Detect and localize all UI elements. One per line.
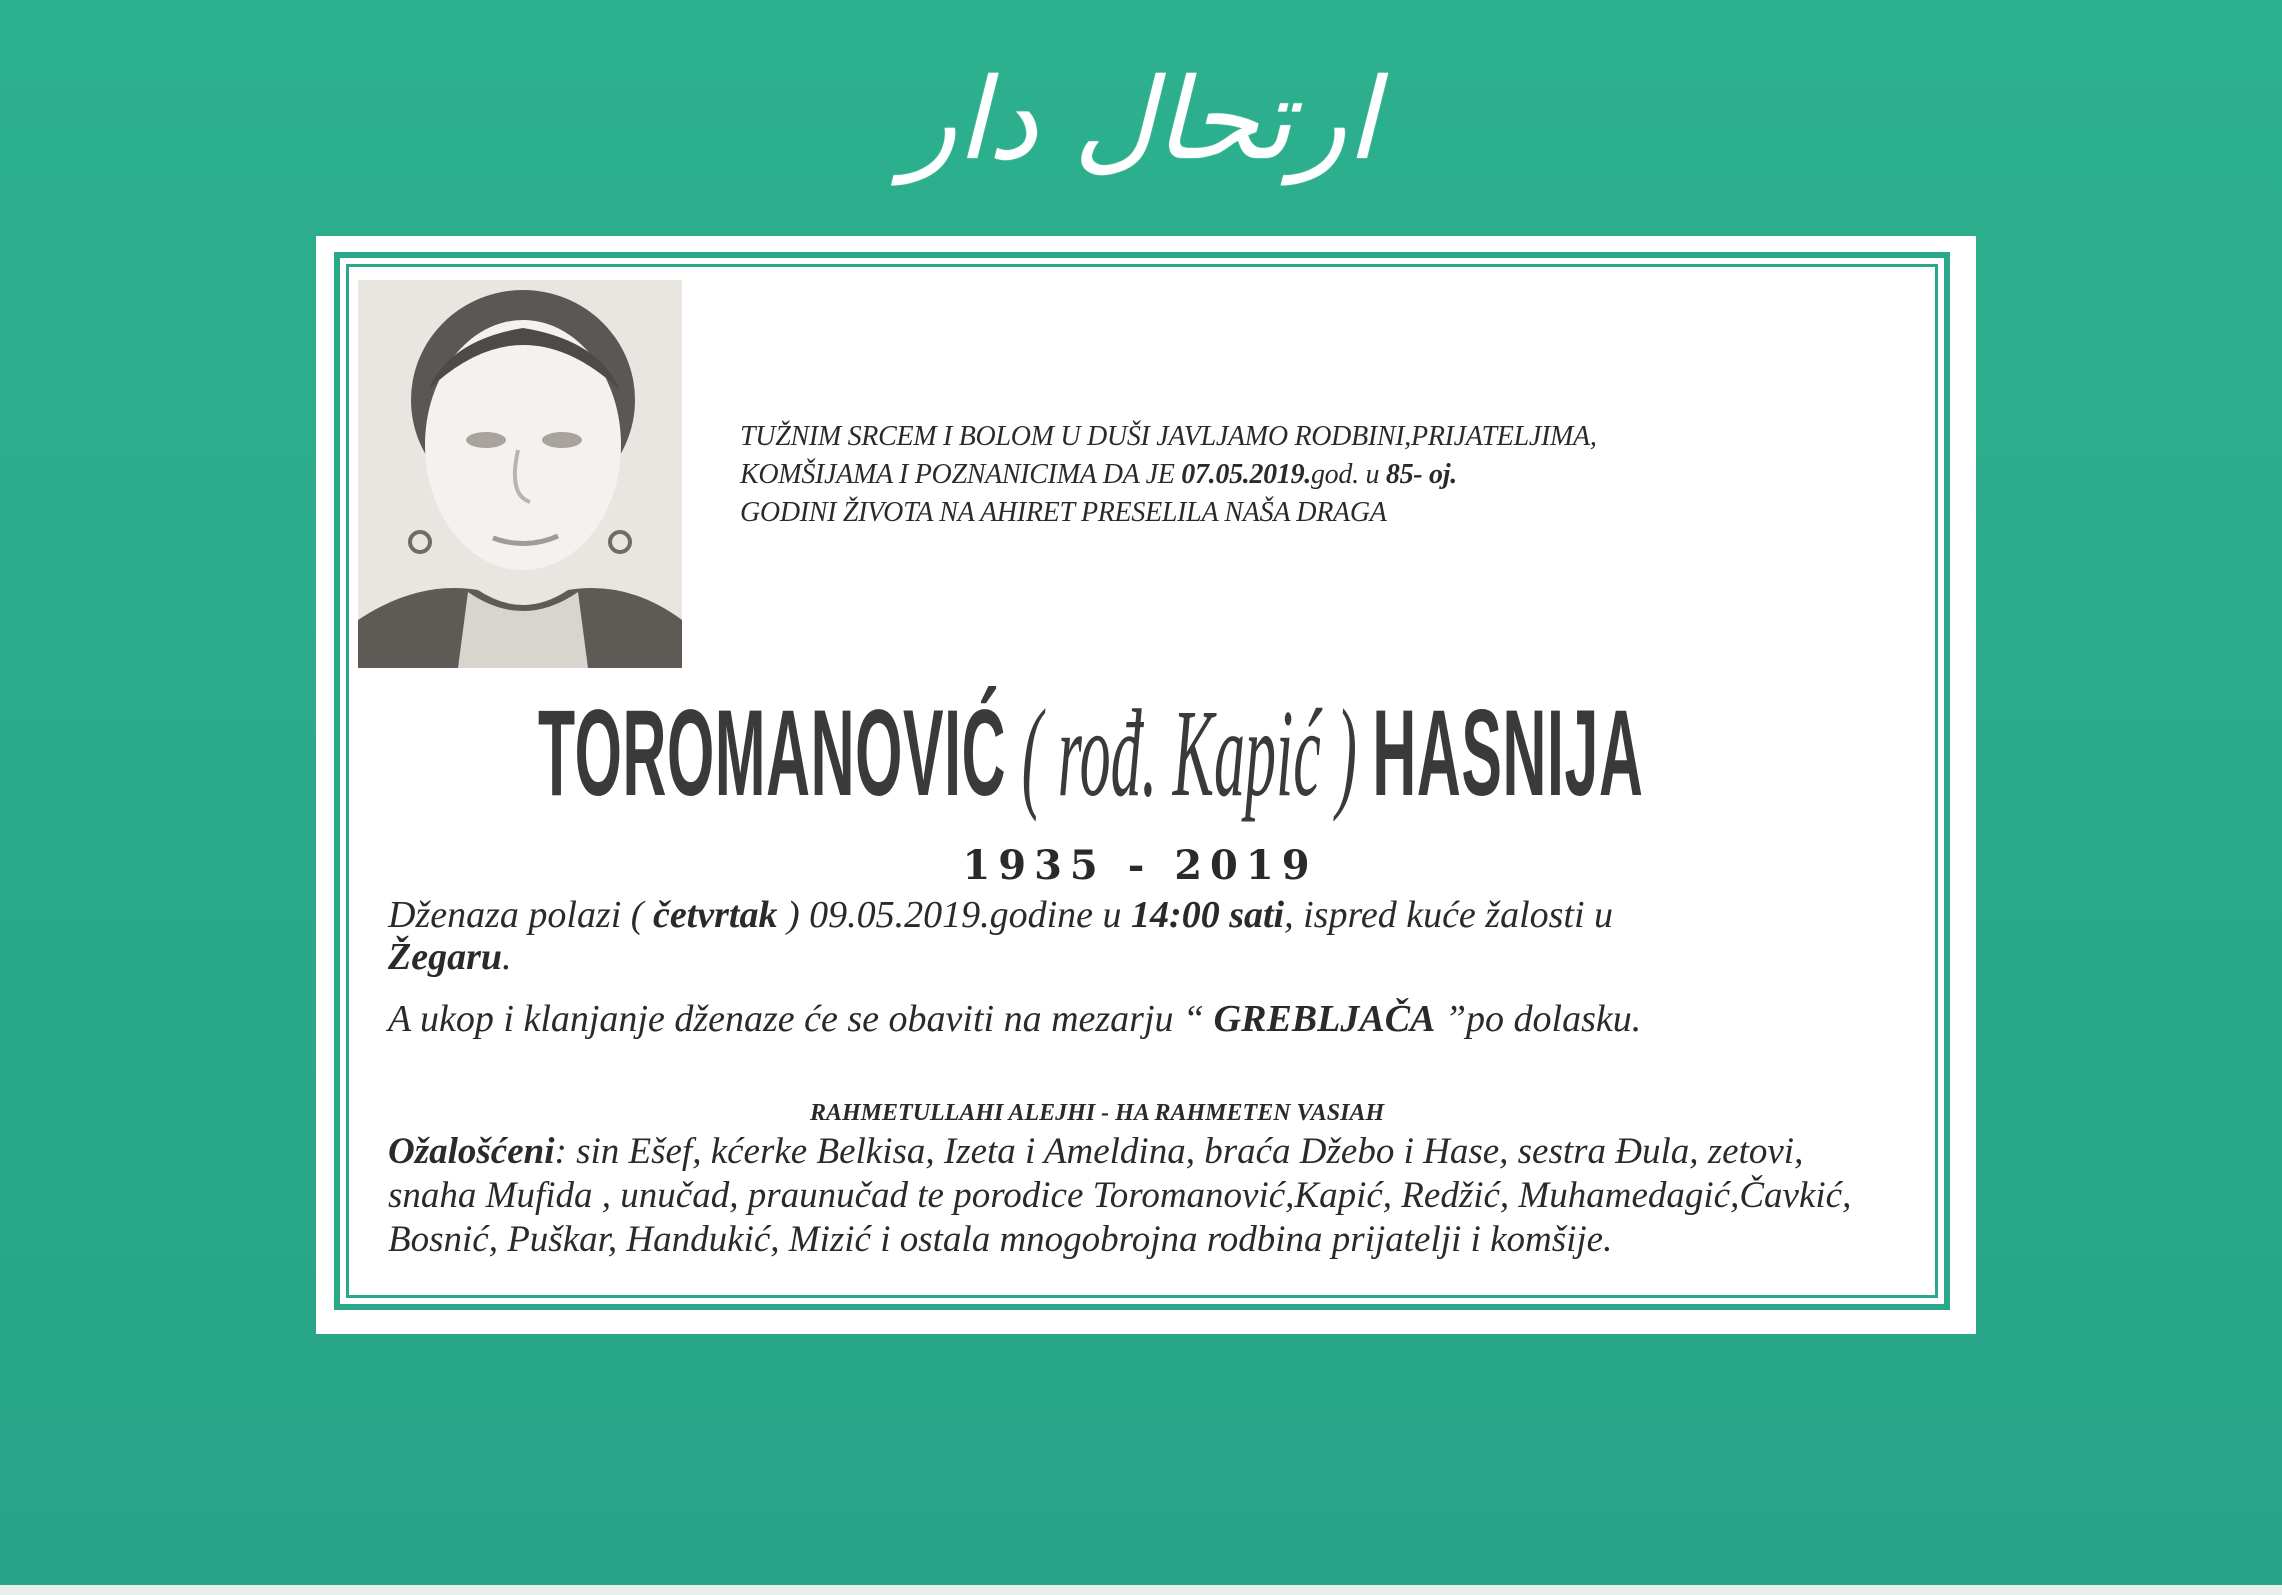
age: 85- oj. [1385, 459, 1457, 490]
prayer-line: RAHMETULLAHI ALEJHI - HA RAHMETEN VASIAH [810, 1100, 1385, 1126]
burial-info [388, 998, 1868, 1040]
mourners-label: Ožalošćeni [388, 1131, 555, 1172]
intro-line-2-text: KOMŠIJAMA I POZNANICIMA DA JE [740, 459, 1182, 490]
announcement-intro [740, 418, 1720, 532]
funeral-day: četvrtak [652, 894, 778, 936]
funeral-info [388, 894, 1868, 978]
mourners-text: : sin Ešef, kćerke Belkisa, Izeta i Ameldina, braća Džebo i Hase, sestra Đula, zetovi, snaha Mufida , unučad, praunučad te porodice Toromanović,Kapić, Redžić, Muhamedagić,Čavkić, Bosnić, Puškar, Handukić, Mizić i ostala mnogobrojna rodbina prijatelji i komšije. [388, 1131, 1852, 1260]
funeral-text-b: ) 09.05.2019.godine u [777, 894, 1132, 936]
burial-text-b: ”po dolasku. [1435, 998, 1642, 1040]
maiden-name: ( rođ. Kapić ) [1006, 683, 1373, 823]
mourners-list [388, 1130, 1868, 1262]
funeral-sati: sati [1229, 894, 1285, 936]
deceased-name [538, 681, 1644, 869]
intro-line-2 [740, 456, 1720, 494]
funeral-text-e: . [502, 936, 512, 978]
deceased-photo [358, 280, 682, 668]
page-edge [0, 1585, 2282, 1595]
funeral-text-c [1220, 894, 1230, 936]
surname: TOROMANOVIĆ [538, 683, 1007, 821]
cemetery-name: GREBLJAČA [1213, 998, 1436, 1040]
funeral-text-a: Dženaza polazi ( [388, 894, 653, 936]
funeral-time: 14:00 [1131, 894, 1220, 936]
intro-line-3: GODINI ŽIVOTA NA AHIRET PRESELILA NAŠA DRAGA [740, 497, 1387, 528]
life-years: 1935 - 2019 [962, 842, 1318, 889]
funeral-place: Žegaru [388, 936, 502, 978]
funeral-text-d: , ispred kuće žalosti u [1284, 894, 1614, 936]
obituary-card [316, 236, 1976, 1334]
intro-line-2-god: god. u [1310, 459, 1386, 490]
portrait-image [358, 280, 682, 668]
burial-text-a: A ukop i klanjanje dženaze će se obaviti na mezarju “ [388, 998, 1214, 1040]
given-name: HASNIJA [1372, 683, 1644, 821]
intro-line-1: TUŽNIM SRCEM I BOLOM U DUŠI JAVLJAMO RODBINI,PRIJATELJIMA, [740, 421, 1597, 452]
death-date: 07.05.2019. [1181, 459, 1311, 490]
arabic-calligraphy-header: ارتحال دار [902, 55, 1378, 185]
